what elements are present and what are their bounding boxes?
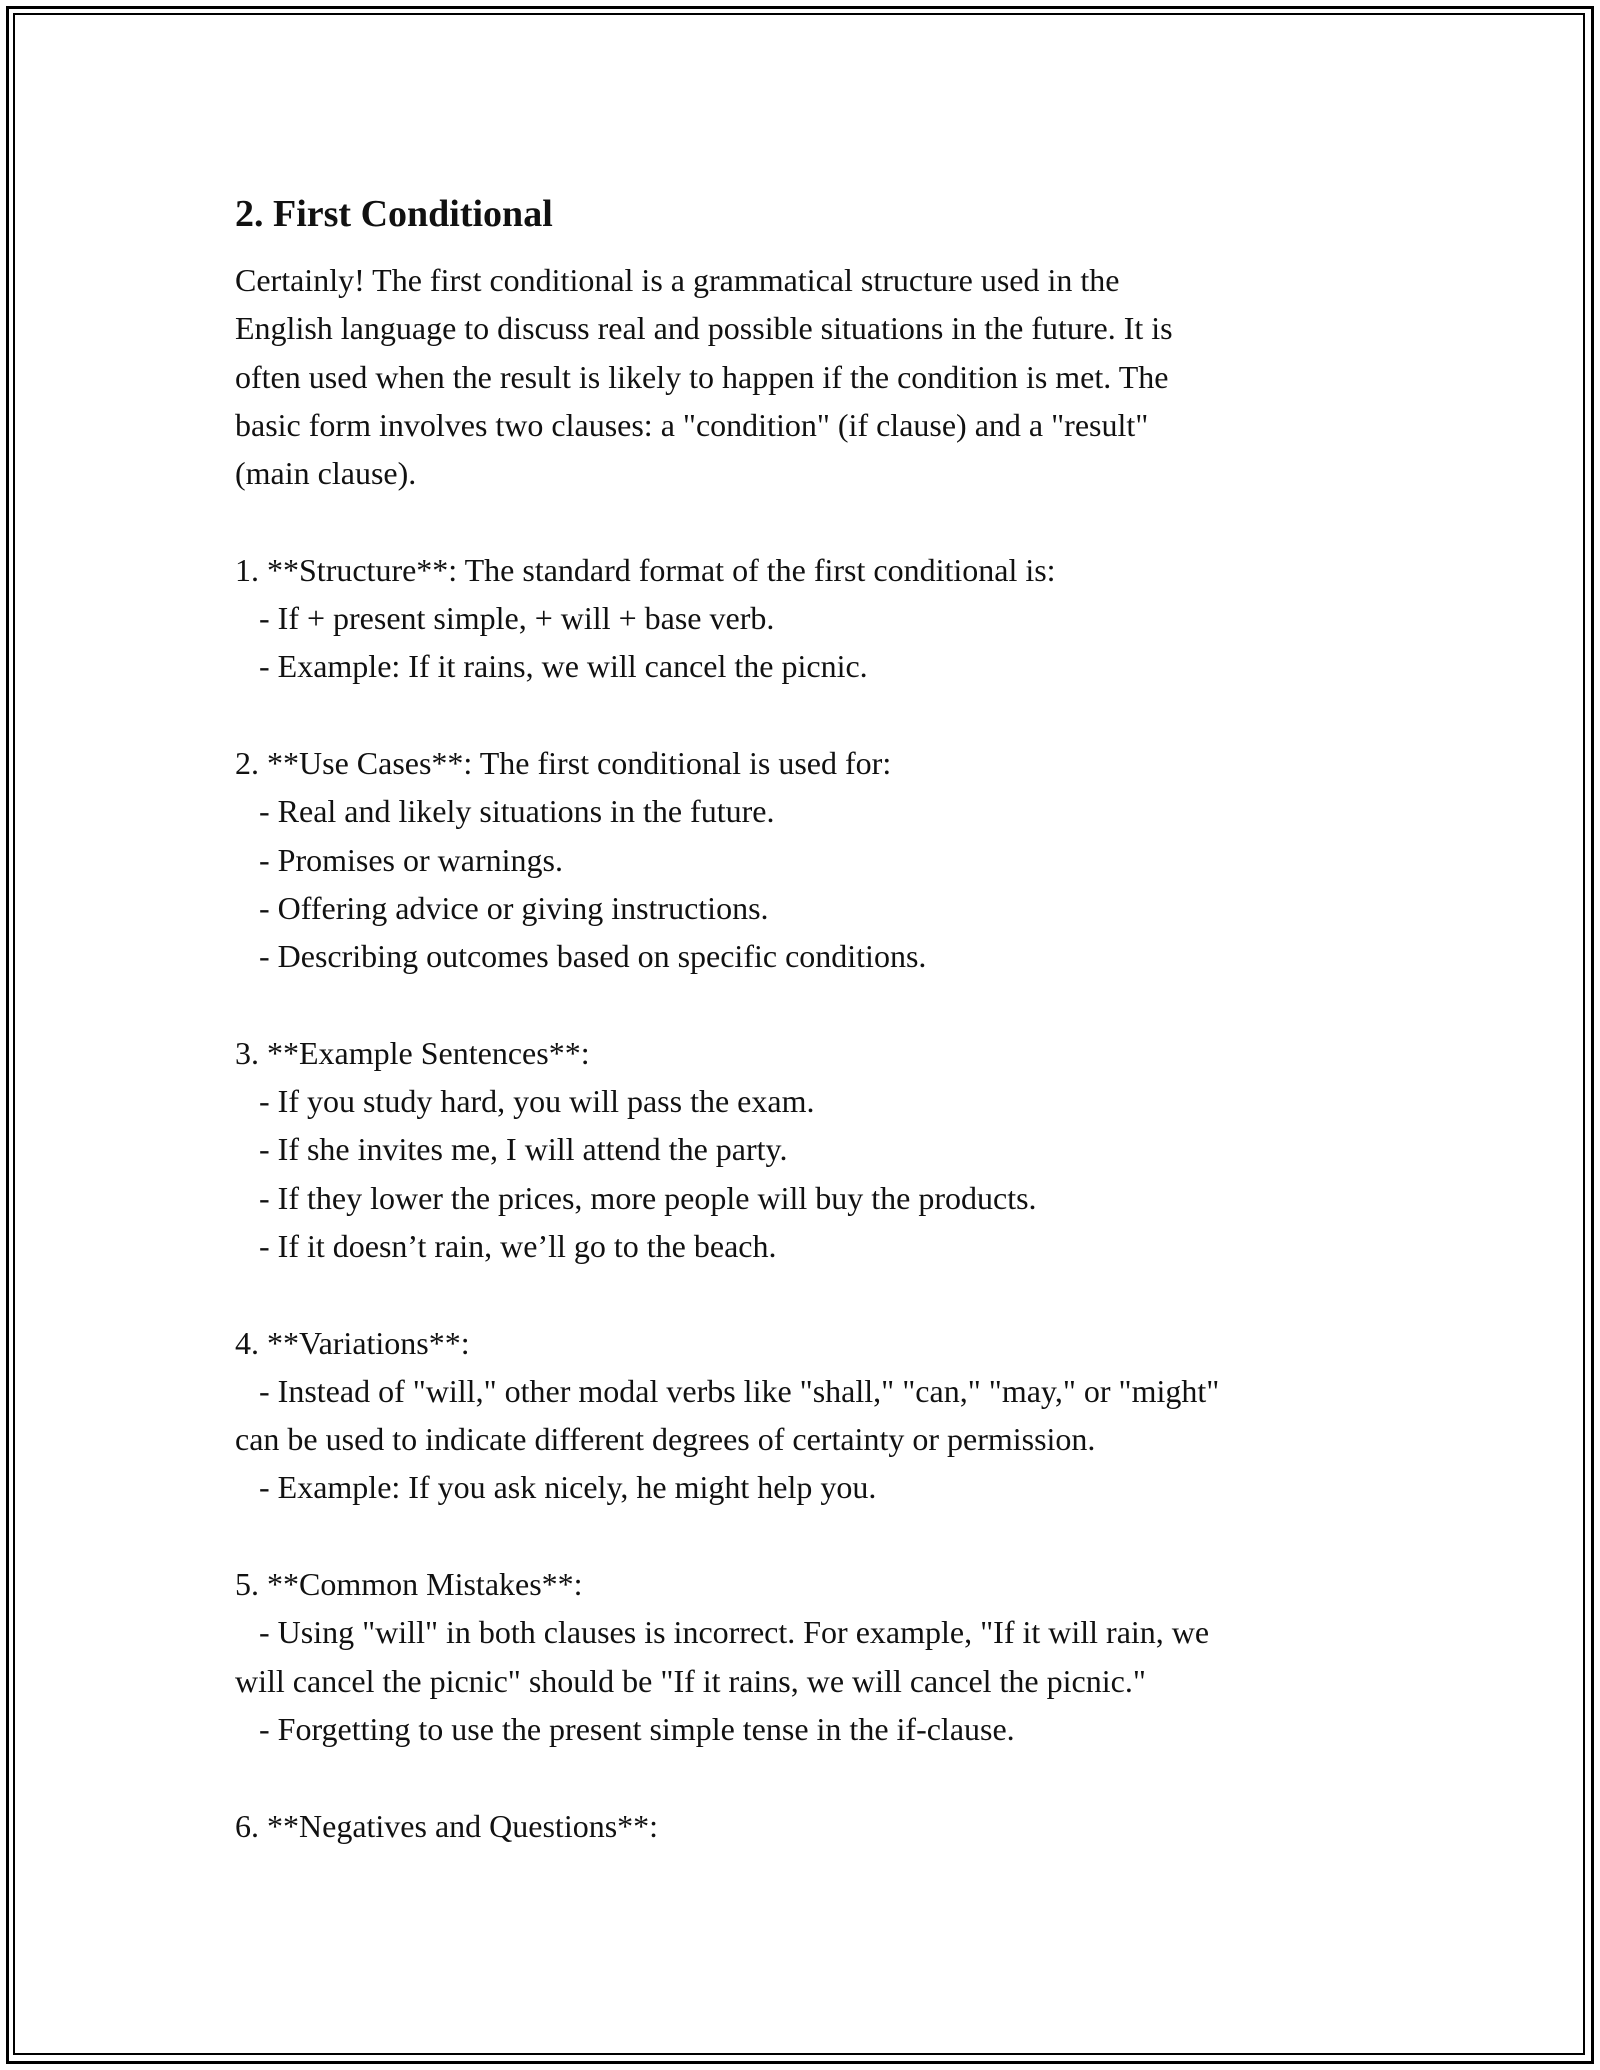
text-line: - Using "will" in both clauses is incorrect. For example, "If it will rain, we — [235, 1614, 1210, 1651]
text-line: - Example: If it rains, we will cancel the picnic. — [235, 648, 868, 685]
text-line: often used when the result is likely to happen if the condition is met. The — [235, 358, 1169, 395]
text-line: (main clause). — [235, 455, 417, 492]
text-line: - Real and likely situations in the future. — [235, 793, 775, 830]
text-line — [235, 1270, 1385, 1318]
document-text — [235, 256, 1385, 1850]
text-line: - If they lower the prices, more people will buy the products. — [235, 1179, 1037, 1216]
text-line — [235, 980, 1385, 1028]
text-line: - If you study hard, you will pass the exam. — [235, 1083, 815, 1120]
text-line: can be used to indicate different degrees of certainty or permission. — [235, 1421, 1096, 1458]
text-line: Certainly! The first conditional is a grammatical structure used in the — [235, 262, 1120, 298]
text-line: - Instead of "will," other modal verbs like "shall," "can," "may," or "might" — [235, 1372, 1220, 1409]
text-line: 5. **Common Mistakes**: — [235, 1566, 583, 1603]
text-line — [235, 497, 1385, 545]
text-line: basic form involves two clauses: a "condition" (if clause) and a "result" — [235, 406, 1149, 443]
text-line: - Offering advice or giving instructions. — [235, 889, 769, 926]
text-line: will cancel the picnic" should be "If it rains, we will cancel the picnic." — [235, 1662, 1146, 1699]
section-heading: 2. First Conditional — [235, 193, 553, 235]
text-line — [235, 1512, 1385, 1560]
text-line: - If she invites me, I will attend the party. — [235, 1131, 788, 1168]
text-line: 4. **Variations**: — [235, 1324, 470, 1361]
text-line: - Describing outcomes based on specific conditions. — [235, 938, 927, 975]
text-line — [235, 691, 1385, 739]
document-body — [235, 184, 1385, 1850]
text-line: 1. **Structure**: The standard format of the first conditional is: — [235, 551, 1056, 588]
text-line: English language to discuss real and possible situations in the future. It is — [235, 310, 1173, 347]
text-line — [235, 1753, 1385, 1801]
text-line: 3. **Example Sentences**: — [235, 1034, 590, 1071]
text-line: - If it doesn’t rain, we’ll go to the beach. — [235, 1227, 777, 1264]
text-line: - Example: If you ask nicely, he might help you. — [235, 1469, 877, 1506]
text-line: - Promises or warnings. — [235, 841, 563, 878]
text-line: 6. **Negatives and Questions**: — [235, 1807, 659, 1844]
text-line: - Forgetting to use the present simple tense in the if-clause. — [235, 1710, 1015, 1747]
text-line: - If + present simple, + will + base verb. — [235, 600, 775, 637]
text-line: 2. **Use Cases**: The first conditional is used for: — [235, 744, 892, 781]
